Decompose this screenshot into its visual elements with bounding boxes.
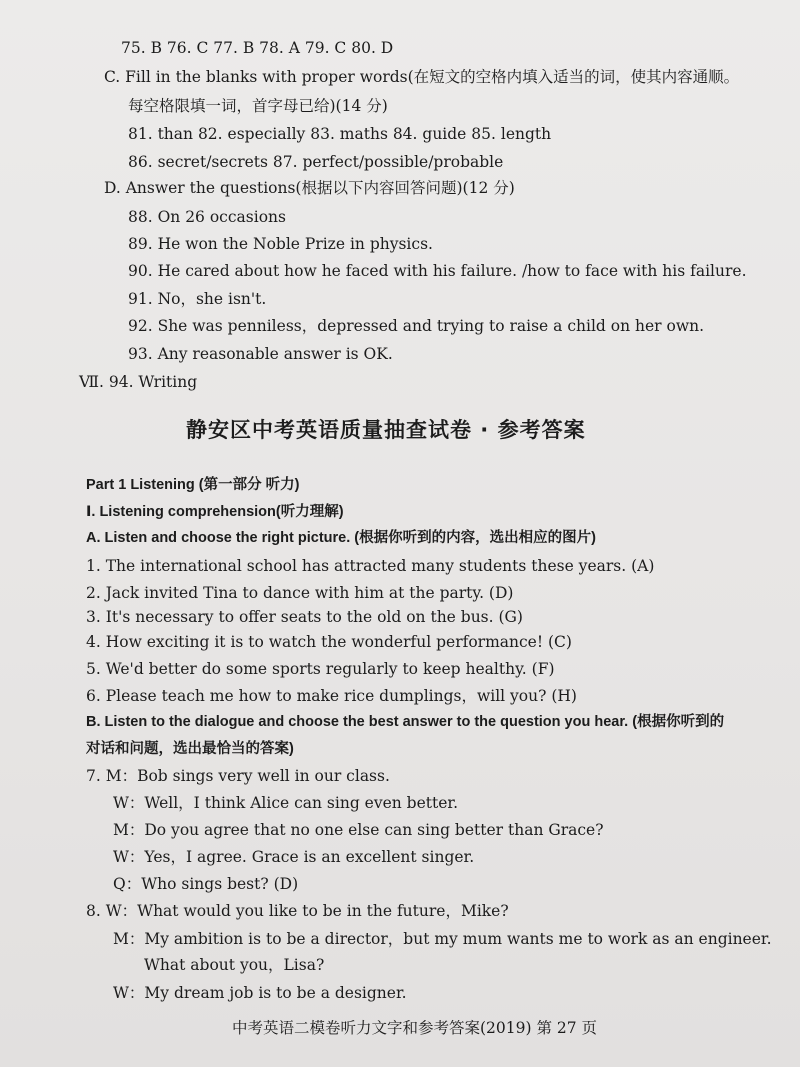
dialogue-8-m1: M：My ambition is to be a director，but my mum wants me to work as an engineer. — [113, 930, 772, 948]
dialogue-7-m1: 7. M：Bob sings very well in our class. — [86, 767, 390, 785]
section-c-heading-2: 每空格限填一词，首字母已给)(14 分) — [128, 97, 388, 115]
dialogue-7-m2: M：Do you agree that no one else can sing better than Grace? — [113, 821, 604, 839]
section-b-heading: B. Listen to the dialogue and choose the best answer to the question you hear. (根据你听到的 — [86, 714, 725, 730]
section-vii-writing: Ⅶ. 94. Writing — [79, 373, 198, 391]
answer-92: 92. She was penniless，depressed and trying to raise a child on her own. — [128, 317, 704, 335]
listening-item-3: 3. It's necessary to offer seats to the old on the bus. (G) — [86, 608, 523, 626]
answers-75-80: 75. B 76. C 77. B 78. A 79. C 80. D — [121, 39, 394, 57]
section-c-heading: C. Fill in the blanks with proper words(在短文的空格内填入适当的词，使其内容通顺。 — [104, 68, 740, 86]
answer-91: 91. No，she isn't. — [128, 290, 267, 308]
part1-heading: Part 1 Listening (第一部分 听力) — [86, 477, 300, 493]
dialogue-7-w2: W：Yes，I agree. Grace is an excellent singer. — [113, 848, 475, 866]
section-c-answers-1: 81. than 82. especially 83. maths 84. guide 85. length — [128, 125, 552, 143]
listening-item-5: 5. We'd better do some sports regularly to keep healthy. (F) — [86, 660, 555, 678]
listening-item-6: 6. Please teach me how to make rice dumplings，will you? (H) — [86, 687, 577, 705]
dialogue-8-w2: W：My dream job is to be a designer. — [113, 984, 407, 1002]
page-title: 静安区中考英语质量抽查试卷 · 参考答案 — [186, 418, 586, 442]
section-c-answers-2: 86. secret/secrets 87. perfect/possible/probable — [128, 153, 504, 171]
listening-item-1: 1. The international school has attracted many students these years. (A) — [86, 557, 655, 575]
answer-89: 89. He won the Noble Prize in physics. — [128, 235, 433, 253]
section-a-heading: A. Listen and choose the right picture. (根据你听到的内容，选出相应的图片) — [86, 530, 596, 546]
section-i-heading: Ⅰ. Listening comprehension(听力理解) — [86, 504, 344, 520]
dialogue-8-m1-cont: What about you，Lisa? — [144, 956, 325, 974]
dialogue-8-w1: 8. W：What would you like to be in the future，Mike? — [86, 902, 509, 920]
dialogue-7-w1: W：Well，I think Alice can sing even better. — [113, 794, 459, 812]
listening-item-2: 2. Jack invited Tina to dance with him at the party. (D) — [86, 584, 514, 602]
answer-90: 90. He cared about how he faced with his failure. /how to face with his failure. — [128, 262, 747, 280]
section-b-heading-2: 对话和问题，选出最恰当的答案) — [86, 741, 294, 757]
section-d-heading: D. Answer the questions(根据以下内容回答问题)(12 分) — [104, 179, 515, 197]
listening-item-4: 4. How exciting it is to watch the wonderful performance! (C) — [86, 633, 572, 651]
dialogue-7-question: Q：Who sings best? (D) — [113, 875, 299, 893]
page-footer: 中考英语二模卷听力文字和参考答案(2019) 第 27 页 — [232, 1019, 598, 1037]
answer-88: 88. On 26 occasions — [128, 208, 286, 226]
answer-93: 93. Any reasonable answer is OK. — [128, 345, 393, 363]
